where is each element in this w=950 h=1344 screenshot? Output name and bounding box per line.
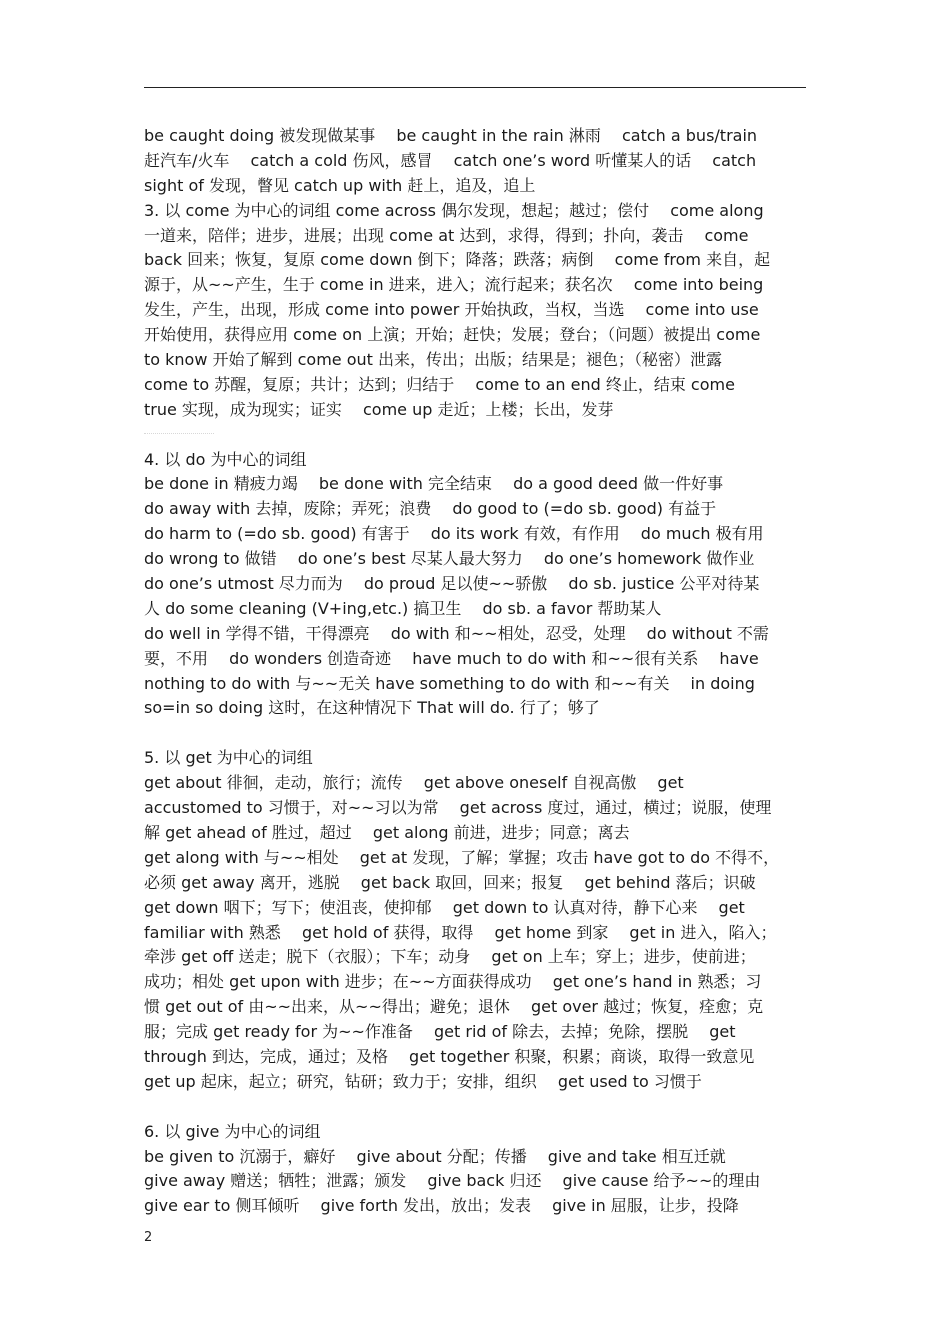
text-line: nothing to do with 与~~无关 have something to do with 和~~有关 in doing (144, 673, 755, 693)
text-line: 赶汽车/火车 catch a cold 伤风，感冒 catch one’s word 听懂某人的话 catch (144, 150, 757, 170)
text-line: so=in so doing 这时，在这种情况下 That will do. 行了；够了 (144, 698, 600, 718)
text-line: get down 咽下；写下；使沮丧，使抑郁 get down to 认真对待，静下心来 get (144, 897, 745, 917)
section-heading-get: 5. 以 get 为中心的词组 (144, 748, 313, 768)
text-line: get up 起床，起立；研究，钻研；致力于；安排，组织 get used to 习惯于 (144, 1071, 702, 1091)
text-line: get along with 与~~相处 get at 发现，了解；掌握；攻击 have got to do 不得不， (144, 847, 780, 867)
text-line: through 到达，完成，通过；及格 get together 积聚，积累；商谈，取得一致意见 (144, 1046, 755, 1066)
text-line: sight of 发现，瞥见 catch up with 赶上，追及，追上 (144, 175, 536, 195)
text-line: true 实现，成为现实；证实 come up 走近；上楼；长出，发芽 (144, 399, 614, 419)
text-line: come to 苏醒，复原；共计；达到；归结于 come to an end 终止，结束 come (144, 374, 735, 394)
text-line: do wrong to 做错 do one’s best 尽某人最大努力 do one’s homework 做作业 (144, 549, 755, 569)
text-line: get about 徘徊，走动，旅行；流传 get above oneself 自视高傲 get (144, 773, 684, 793)
text-line: be done in 精疲力竭 be done with 完全结束 do a good deed 做一件好事 (144, 474, 724, 494)
text-line: 人 do some cleaning (V+ing,etc.) 搞卫生 do sb. a favor 帮助某人 (144, 598, 662, 618)
text-line: 要，不用 do wonders 创造奇迹 have much to do with 和~~很有关系 have (144, 648, 759, 668)
section-heading-do: 4. 以 do 为中心的词组 (144, 449, 307, 469)
text-line: 一道来，陪伴；进步，进展；出现 come at 达到，求得，得到；扑向，袭击 come (144, 225, 749, 245)
document-body (144, 124, 808, 1219)
text-line: 服；完成 get ready for 为~~作准备 get rid of 除去，去掉；免除，摆脱 get (144, 1022, 736, 1042)
text-line: do well in 学得不错，干得漂亮 do with 和~~相处，忍受，处理 do without 不需 (144, 623, 769, 643)
text-line: give ear to 侧耳倾听 give forth 发出，放出；发表 give in 屈服，让步，投降 (144, 1196, 739, 1216)
header-rule (144, 87, 806, 88)
text-line: 解 get ahead of 胜过，超过 get along 前进，进步；同意；离去 (144, 822, 630, 842)
text-line: 必须 get away 离开，逃脱 get back 取回，回来；报复 get behind 落后；识破 (144, 872, 756, 892)
blank-line (144, 721, 808, 746)
blank-line (144, 1095, 808, 1120)
text-line: do one’s utmost 尽力而为 do proud 足以使~~骄傲 do sb. justice 公平对待某 (144, 574, 760, 594)
text-line: back 回来；恢复，复原 come down 倒下；降落；跌落；病倒 come from 来自，起 (144, 250, 771, 270)
text-line: 成功；相处 get upon with 进步；在~~方面获得成功 get one’s hand in 熟悉；习 (144, 972, 762, 992)
text-line: 惯 get out of 由~~出来，从~~得出；避免；退休 get over 越过；恢复，痊愈；克 (144, 997, 764, 1017)
text-line: familiar with 熟悉 get hold of 获得，取得 get home 到家 get in 进入，陷入； (144, 922, 777, 942)
dotted-separator (144, 423, 808, 448)
text-line: be caught doing 被发现做某事 be caught in the rain 淋雨 catch a bus/train (144, 126, 758, 145)
text-line: do away with 去掉，废除；弄死；浪费 do good to (=do sb. good) 有益于 (144, 499, 717, 519)
text-line: give away 赠送；牺牲；泄露；颁发 give back 归还 give cause 给予~~的理由 (144, 1171, 761, 1191)
text-line: do harm to (=do sb. good) 有害于 do its work 有效，有作用 do much 极有用 (144, 524, 764, 544)
text-line: 发生，产生，出现，形成 come into power 开始执政，当权，当选 come into use (144, 300, 759, 320)
text-line: to know 开始了解到 come out 出来，传出；出版；结果是；褪色；（秘密）泄露 (144, 350, 722, 370)
text-line: 开始使用，获得应用 come on 上演；开始；赶快；发展；登台；（问题）被提出 come (144, 325, 761, 345)
text-line: be given to 沉溺于，癖好 give about 分配；传播 give and take 相互迁就 (144, 1146, 726, 1166)
text-line: 牵涉 get off 送走；脱下（衣服）；下车；动身 get on 上车；穿上；进步，使前进； (144, 947, 756, 967)
text-line: accustomed to 习惯于，对~~习以为常 get across 度过，通过，横过；说服，使理 (144, 798, 772, 818)
section-heading-give: 6. 以 give 为中心的词组 (144, 1121, 321, 1141)
section-heading-come: 3. 以 come 为中心的词组 come across 偶尔发现，想起；越过；偿付 come along (144, 200, 764, 220)
text-line: 源于，从~~产生，生于 come in 进来，进入；流行起来；获名次 come into being (144, 275, 764, 295)
page-number: 2 (144, 1230, 153, 1245)
